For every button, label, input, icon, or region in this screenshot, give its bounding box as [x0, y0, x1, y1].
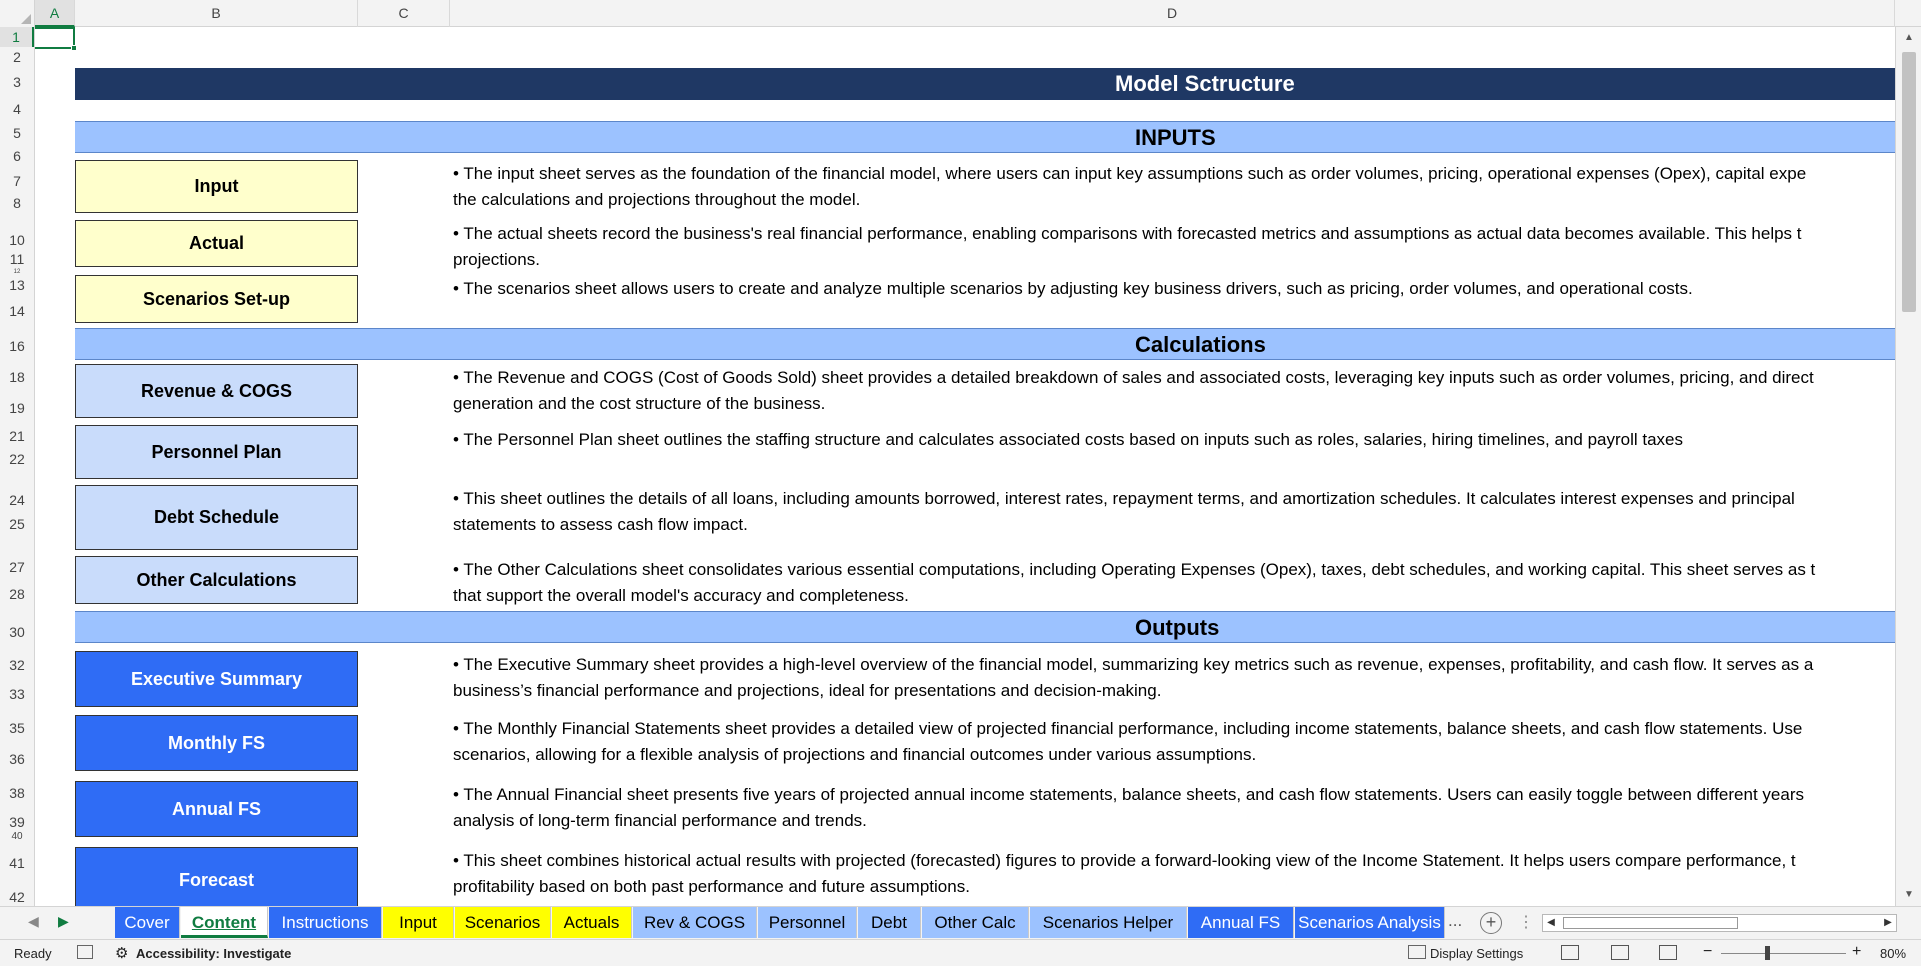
row-header[interactable]: 24 — [9, 492, 25, 508]
zoom-slider-thumb[interactable] — [1765, 946, 1770, 960]
row-header[interactable]: 39 — [9, 814, 25, 830]
status-ready: Ready — [14, 946, 52, 961]
cell-mode-icon[interactable] — [77, 945, 93, 959]
forecast-description-line2: profitability based on both past performance and future assumptions. — [453, 877, 970, 896]
row-header[interactable]: 32 — [9, 657, 25, 673]
scroll-down-icon[interactable]: ▼ — [1904, 889, 1914, 900]
monthly-description-line1: • The Monthly Financial Statements sheet provides a detailed view of projected financial performance, including income statements, balance sheets, and cash flow statements. Use — [453, 719, 1803, 738]
tab-cover[interactable]: Cover — [115, 907, 180, 938]
tab-content[interactable]: Content — [181, 907, 268, 938]
display-settings-button[interactable]: Display Settings — [1430, 946, 1524, 961]
select-all-corner[interactable] — [0, 0, 35, 27]
exec-description-line1: • The Executive Summary sheet provides a high-level overview of the financial model, summarizing key metrics such as revenue, expenses, profitability, and cash flow. It serves as a — [453, 655, 1814, 674]
actual-description-line1: • The actual sheets record the business's real financial performance, enabling comparisons with forecasted metrics and assumptions as actual data becomes available. This helps t — [453, 224, 1802, 243]
zoom-level[interactable]: 80% — [1880, 946, 1907, 961]
revenue-description-line1: • The Revenue and COGS (Cost of Goods Sold) sheet provides a detailed breakdown of sales and associated costs, leveraging key inputs such as order volumes, pricing, and direct — [453, 368, 1814, 387]
actual-description-line2: projections. — [453, 250, 540, 269]
row-header[interactable]: 3 — [13, 74, 21, 90]
revenue-description-line2: generation and the cost structure of the business. — [453, 394, 826, 413]
row-header[interactable]: 1 — [0, 27, 34, 47]
row-header[interactable]: 5 — [13, 125, 21, 141]
row-header[interactable]: 41 — [9, 855, 25, 871]
fill-handle[interactable] — [71, 45, 77, 51]
row-header[interactable]: 42 — [9, 889, 25, 905]
tab-scenarios-helper[interactable]: Scenarios Helper — [1030, 907, 1187, 938]
input-description-line2: the calculations and projections throughout the model. — [453, 190, 861, 209]
page-break-preview-icon[interactable] — [1659, 945, 1677, 960]
tab-debt[interactable]: Debt — [858, 907, 921, 938]
row-header-column — [0, 27, 35, 906]
row-header[interactable]: 14 — [9, 303, 25, 319]
forecast-description-line1: • This sheet combines historical actual results with projected (forecasted) figures to provide a forward-looking view of the Income Statement. It helps users compare performance, t — [453, 851, 1796, 870]
forecast-button[interactable]: Forecast — [75, 847, 358, 906]
row-header[interactable]: 7 — [13, 173, 21, 189]
more-tabs-button[interactable]: ... — [1448, 911, 1463, 930]
scenarios-setup-button[interactable]: Scenarios Set-up — [75, 275, 358, 323]
tab-personnel[interactable]: Personnel — [758, 907, 857, 938]
tab-options-icon[interactable]: ⋮ — [1518, 914, 1534, 931]
row-header[interactable]: 13 — [9, 277, 25, 293]
row-header[interactable]: 22 — [9, 451, 25, 467]
select-all-triangle-icon — [21, 14, 31, 24]
debt-schedule-button[interactable]: Debt Schedule — [75, 485, 358, 550]
normal-view-icon[interactable] — [1561, 945, 1579, 960]
zoom-out-button[interactable]: − — [1703, 943, 1713, 960]
row-header[interactable]: 33 — [9, 686, 25, 702]
accessibility-status[interactable]: Accessibility: Investigate — [136, 946, 292, 961]
active-cell-a1[interactable] — [35, 27, 75, 49]
section-header-outputs: Outputs — [75, 611, 1895, 643]
input-button[interactable]: Input — [75, 160, 358, 213]
tab-other-calc[interactable]: Other Calc — [922, 907, 1029, 938]
row-header[interactable]: 19 — [9, 400, 25, 416]
vertical-scroll-thumb[interactable] — [1902, 52, 1916, 312]
annual-description-line2: analysis of long-term financial performance and trends. — [453, 811, 867, 830]
row-header[interactable]: 30 — [9, 624, 25, 640]
scroll-left-icon[interactable]: ◀ — [1547, 917, 1555, 928]
debt-description-line1: • This sheet outlines the details of all loans, including amounts borrowed, interest rates, repayment terms, and amortization schedules. It calculates interest expenses and principal — [453, 489, 1795, 508]
input-description-line1: • The input sheet serves as the foundation of the financial model, where users can input key assumptions such as order volumes, pricing, operational expenses (Opex), capital expe — [453, 164, 1807, 183]
tab-annual-fs[interactable]: Annual FS — [1188, 907, 1294, 938]
row-header[interactable]: 16 — [9, 338, 25, 354]
column-header-row — [0, 0, 1921, 27]
revenue-cogs-button[interactable]: Revenue & COGS — [75, 364, 358, 418]
zoom-slider[interactable] — [1721, 953, 1846, 954]
row-header[interactable]: 25 — [9, 516, 25, 532]
monthly-fs-button[interactable]: Monthly FS — [75, 715, 358, 771]
page-title: Model Sctructure — [75, 68, 1895, 100]
executive-summary-button[interactable]: Executive Summary — [75, 651, 358, 707]
exec-description-line2: business’s financial performance and projections, ideal for presentations and decision-making. — [453, 681, 1162, 700]
personnel-description-line1: • The Personnel Plan sheet outlines the staffing structure and calculates associated costs based on inputs such as roles, salaries, hiring timelines, and payroll taxes — [453, 430, 1684, 449]
column-header-c[interactable]: C — [358, 0, 450, 27]
zoom-in-button[interactable]: + — [1852, 943, 1862, 960]
worksheet-grid[interactable] — [35, 27, 1895, 906]
section-header-calculations: Calculations — [75, 328, 1895, 360]
tab-instructions[interactable]: Instructions — [269, 907, 382, 938]
tab-actuals[interactable]: Actuals — [552, 907, 632, 938]
column-header-b[interactable]: B — [75, 0, 358, 27]
row-header[interactable]: 11 — [9, 251, 25, 267]
row-header[interactable]: 38 — [9, 785, 25, 801]
row-header[interactable]: 18 — [9, 369, 25, 385]
annual-description-line1: • The Annual Financial sheet presents five years of projected annual income statements, balance sheets, and cash flow statements. Users can easily toggle between different years — [453, 785, 1804, 804]
row-header[interactable]: 36 — [9, 751, 25, 767]
monthly-description-line2: scenarios, allowing for a flexible analysis of projections and financial outcomes under various assumptions. — [453, 745, 1257, 764]
tab-scenarios-analysis[interactable]: Scenarios Analysis — [1295, 907, 1445, 938]
tab-input[interactable]: Input — [383, 907, 454, 938]
scroll-up-icon[interactable]: ▲ — [1904, 32, 1914, 43]
horizontal-scroll-thumb[interactable] — [1563, 917, 1738, 929]
column-header-d[interactable]: D — [450, 0, 1895, 27]
column-header-a[interactable]: A — [35, 0, 75, 27]
row-header[interactable]: 6 — [13, 148, 21, 164]
add-sheet-icon[interactable]: + — [1480, 912, 1502, 934]
row-header[interactable]: 4 — [13, 101, 21, 117]
row-header[interactable]: 35 — [9, 720, 25, 736]
other-calculations-button[interactable]: Other Calculations — [75, 556, 358, 604]
row-header[interactable]: 40 — [11, 831, 23, 842]
scroll-right-icon[interactable]: ▶ — [1884, 917, 1892, 928]
personnel-plan-button[interactable]: Personnel Plan — [75, 425, 358, 479]
vertical-scrollbar[interactable] — [1895, 27, 1921, 906]
debt-description-line2: statements to assess cash flow impact. — [453, 515, 748, 534]
accessibility-icon[interactable]: ⚙ — [115, 945, 129, 962]
row-header[interactable]: 12 — [13, 269, 21, 275]
other-description-line2: that support the overall model's accuracy and completeness. — [453, 586, 909, 605]
sheet-tab-bar — [0, 906, 1921, 939]
row-header[interactable]: 2 — [13, 49, 21, 65]
actual-button[interactable]: Actual — [75, 220, 358, 267]
row-header[interactable]: 10 — [9, 232, 25, 248]
tab-scroll-right-icon[interactable]: ▶ — [58, 913, 69, 929]
row-header[interactable]: 28 — [9, 586, 25, 602]
row-header[interactable]: 8 — [13, 195, 21, 211]
section-header-inputs: INPUTS — [75, 121, 1895, 153]
horizontal-scrollbar[interactable] — [1542, 914, 1897, 932]
other-description-line1: • The Other Calculations sheet consolidates various essential computations, including Operating Expenses (Opex), taxes, debt schedules, and working capital. This sheet serves as t — [453, 560, 1816, 579]
display-settings-icon[interactable] — [1408, 945, 1426, 959]
page-layout-view-icon[interactable] — [1611, 945, 1629, 960]
tab-scroll-left-icon[interactable]: ◀ — [28, 913, 39, 929]
tab-rev-cogs[interactable]: Rev & COGS — [633, 907, 757, 938]
scenarios-description-line1: • The scenarios sheet allows users to create and analyze multiple scenarios by adjusting key business drivers, such as pricing, order volumes, and operational costs. — [453, 279, 1693, 298]
status-bar — [0, 939, 1921, 966]
row-header[interactable]: 21 — [9, 428, 25, 444]
tab-scenarios[interactable]: Scenarios — [455, 907, 551, 938]
annual-fs-button[interactable]: Annual FS — [75, 781, 358, 837]
row-header[interactable]: 27 — [9, 559, 25, 575]
